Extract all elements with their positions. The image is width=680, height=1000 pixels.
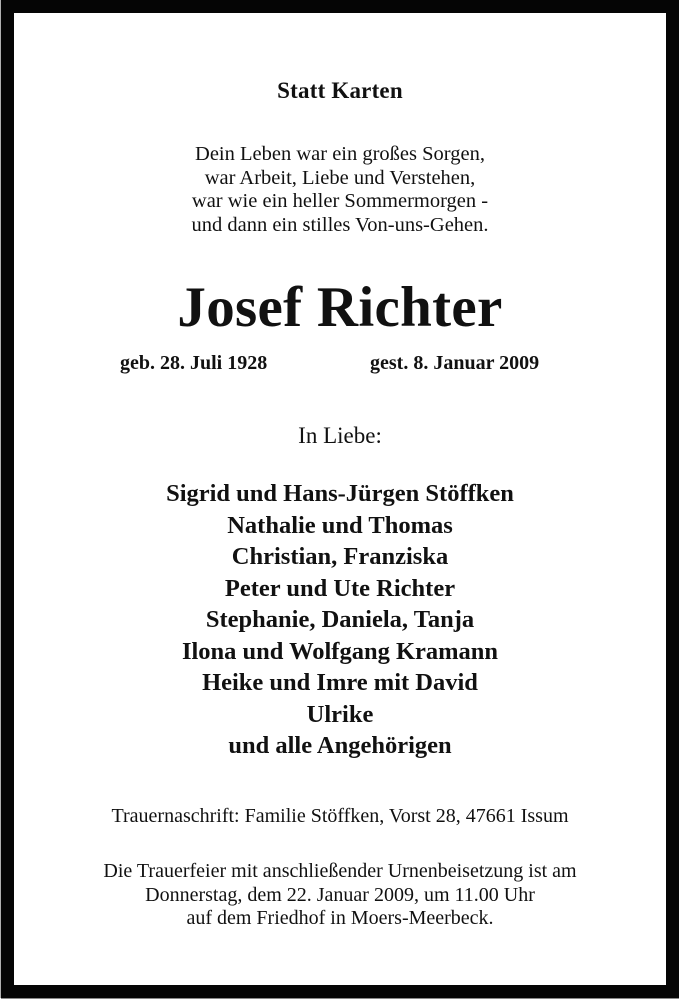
poem-line: Dein Leben war ein großes Sorgen, xyxy=(195,143,485,165)
funeral-service-info xyxy=(0,860,680,931)
mourner-line: Peter und Ute Richter xyxy=(224,574,456,602)
mourner-line: Sigrid und Hans-Jürgen Stöffken xyxy=(166,480,514,507)
memorial-poem xyxy=(0,143,680,237)
mourner-line: Stephanie, Daniela, Tanja xyxy=(205,606,475,633)
condolence-address: Trauernaschrift: Familie Stöffken, Vorst 28, 47661 Issum xyxy=(111,805,569,827)
service-line: Donnerstag, dem 22. Januar 2009, um 11.00 Uhr xyxy=(145,883,535,906)
poem-line: war Arbeit, Liebe und Verstehen, xyxy=(204,166,476,189)
mourner-line: Ulrike xyxy=(306,700,374,728)
mourners-list xyxy=(0,478,680,762)
birth-date: geb. 28. Juli 1928 xyxy=(120,352,268,374)
service-line: Die Trauerfeier mit anschließender Urnenbeisetzung ist am xyxy=(103,860,577,882)
mourner-line: Heike und Imre mit David xyxy=(202,669,478,696)
in-love-label: In Liebe: xyxy=(298,423,382,448)
mourner-line: Nathalie und Thomas xyxy=(227,511,453,539)
poem-line: war wie ein heller Sommermorgen - xyxy=(191,190,489,212)
mourner-line: und alle Angehörigen xyxy=(228,732,452,759)
deceased-name: Josef Richter xyxy=(177,276,503,339)
service-line: auf dem Friedhof in Moers-Meerbeck. xyxy=(186,907,494,929)
death-date: gest. 8. Januar 2009 xyxy=(370,352,540,374)
notice-heading: Statt Karten xyxy=(277,78,403,103)
poem-line: und dann ein stilles Von-uns-Gehen. xyxy=(191,213,489,236)
mourner-line: Ilona und Wolfgang Kramann xyxy=(181,637,499,665)
mourner-line: Christian, Franziska xyxy=(231,543,449,570)
